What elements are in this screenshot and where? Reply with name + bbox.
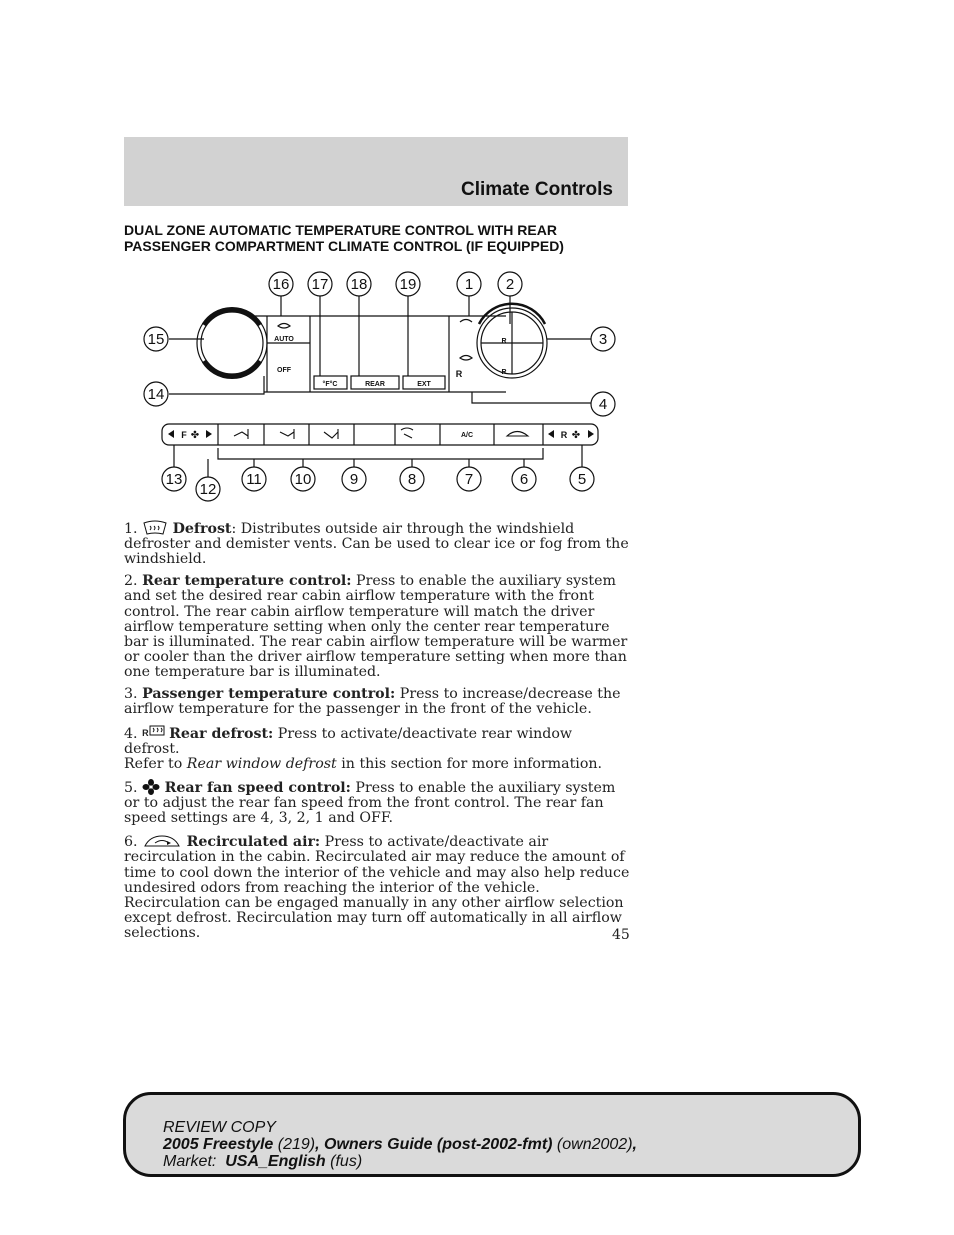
callout-label-1: 1 — [464, 276, 474, 293]
rear-label: REAR — [365, 381, 385, 388]
rear-defrost-icon: R — [142, 724, 165, 741]
chapter-header — [124, 137, 628, 206]
defrost-icon — [142, 520, 168, 536]
off-label: OFF — [277, 367, 291, 374]
callout-label-8: 8 — [407, 471, 417, 488]
callout-label-7: 7 — [464, 471, 474, 488]
callout-label-15: 15 — [147, 331, 165, 348]
footer-text — [163, 1119, 637, 1170]
footer-line-1: REVIEW COPY — [163, 1119, 276, 1136]
panel-vent-icon — [234, 429, 248, 439]
callout-label-13: 13 — [165, 471, 183, 488]
front-fan-up-arrow-icon — [206, 430, 212, 438]
callout-label-2: 2 — [505, 276, 515, 293]
rear-temp-r-lower: R — [501, 369, 507, 376]
page-number: 45 — [612, 927, 630, 943]
driver-temperature-dial — [197, 308, 310, 378]
floor-defrost-icon — [401, 428, 413, 438]
front-fan-down-arrow-icon — [168, 430, 174, 438]
body-text — [124, 520, 630, 948]
list-item: 5. Rear fan speed control: Press to enable the auxiliary system or to adjust the rear fan speed from the front control. The rear fan speed settings are 4, 3, 2, 1 and OFF. — [124, 780, 616, 827]
rear-defrost-r-label: R — [455, 369, 463, 379]
bottom-button-row — [162, 424, 598, 445]
rear-fan-down-arrow-icon — [548, 430, 554, 438]
section-heading-line-1: DUAL ZONE AUTOMATIC TEMPERATURE CONTROL WITH REAR — [124, 222, 557, 238]
front-fan-icon: ✤ — [190, 430, 200, 441]
callout-label-18: 18 — [350, 276, 368, 293]
callout-label-17: 17 — [311, 276, 329, 293]
callout-label-9: 9 — [349, 471, 359, 488]
rear-fan-icon: ✤ — [571, 430, 581, 441]
section-heading — [124, 222, 634, 254]
ac-label: A/C — [460, 432, 474, 439]
callout-label-12: 12 — [199, 481, 217, 498]
chapter-title: Climate Controls — [460, 179, 613, 200]
recirculation-icon — [142, 833, 182, 849]
defrost-arc-icon — [460, 320, 472, 323]
units-label: °F°C — [322, 381, 338, 388]
button-bracket — [218, 448, 543, 459]
callout-label-4: 4 — [598, 396, 608, 413]
front-fan-label: F — [181, 430, 187, 440]
floor-icon — [324, 429, 338, 439]
callout-label-3: 3 — [598, 331, 608, 348]
defrost-mode-icon — [278, 324, 290, 329]
callout-label-14: 14 — [147, 386, 165, 403]
list-item: 1. Defrost: Distributes outside air through the windshield defroster and demister vents. Can be used to clear ice or fog from the windshield. — [124, 521, 629, 568]
panel-floor-icon — [280, 429, 294, 439]
rear-temp-r-upper: R — [501, 338, 507, 345]
passenger-temperature-dial — [477, 304, 547, 378]
list-item: 4. R Rear defrost: Press to activate/deactivate rear window defrost. Refer to Rear window defrost in this section for more information. — [124, 725, 603, 773]
callout-label-5: 5 — [577, 471, 587, 488]
rear-fan-up-arrow-icon — [588, 430, 594, 438]
list-item: 3. Passenger temperature control: Press to increase/decrease the airflow temperature for the passenger in the front of the vehicle. — [124, 686, 621, 718]
footer-line-2: 2005 Freestyle (219), Owners Guide (post-2002-fmt) (own2002), — [163, 1136, 637, 1153]
callout-label-19: 19 — [399, 276, 417, 293]
climate-control-diagram — [124, 266, 628, 512]
callout-label-11: 11 — [246, 471, 262, 488]
list-item: 2. Rear temperature control: Press to enable the auxiliary system and set the desired rear cabin airflow temperature with the front control. The rear cabin airflow temperature will match the driver airflow temperature setting when only the center rear temperature bar is illuminated. The rear cabin airflow temperature will be warmer or cooler than the driver airflow temperature setting when more than one temperature bar is illuminated. — [124, 573, 628, 681]
ext-label: EXT — [417, 381, 431, 388]
callout-label-16: 16 — [272, 276, 290, 293]
footer-line-3: Market: USA_English (fus) — [163, 1153, 363, 1170]
recirculation-button-icon — [507, 432, 528, 437]
rear-fan-label: R — [560, 430, 568, 440]
list-item: 6. Recirculated air: Press to activate/deactivate air recirculation in the cabin. Recirculated air may reduce the amount of time to cool down the interior of the vehicle and may also help reduce undesired odors from reaching the interior of the vehicle. Recirculation can be engaged manually in any other airflow selection except defrost. Recirculation may turn off automatically in all airflow selections. — [124, 834, 630, 942]
callout-label-6: 6 — [519, 471, 529, 488]
callout-label-10: 10 — [294, 471, 312, 488]
recirc-small-icon — [460, 356, 472, 361]
review-footer — [123, 1092, 861, 1177]
section-heading-line-2: PASSENGER COMPARTMENT CLIMATE CONTROL (IF EQUIPPED) — [124, 238, 564, 254]
fan-icon — [142, 779, 160, 795]
auto-label: AUTO — [274, 336, 294, 343]
